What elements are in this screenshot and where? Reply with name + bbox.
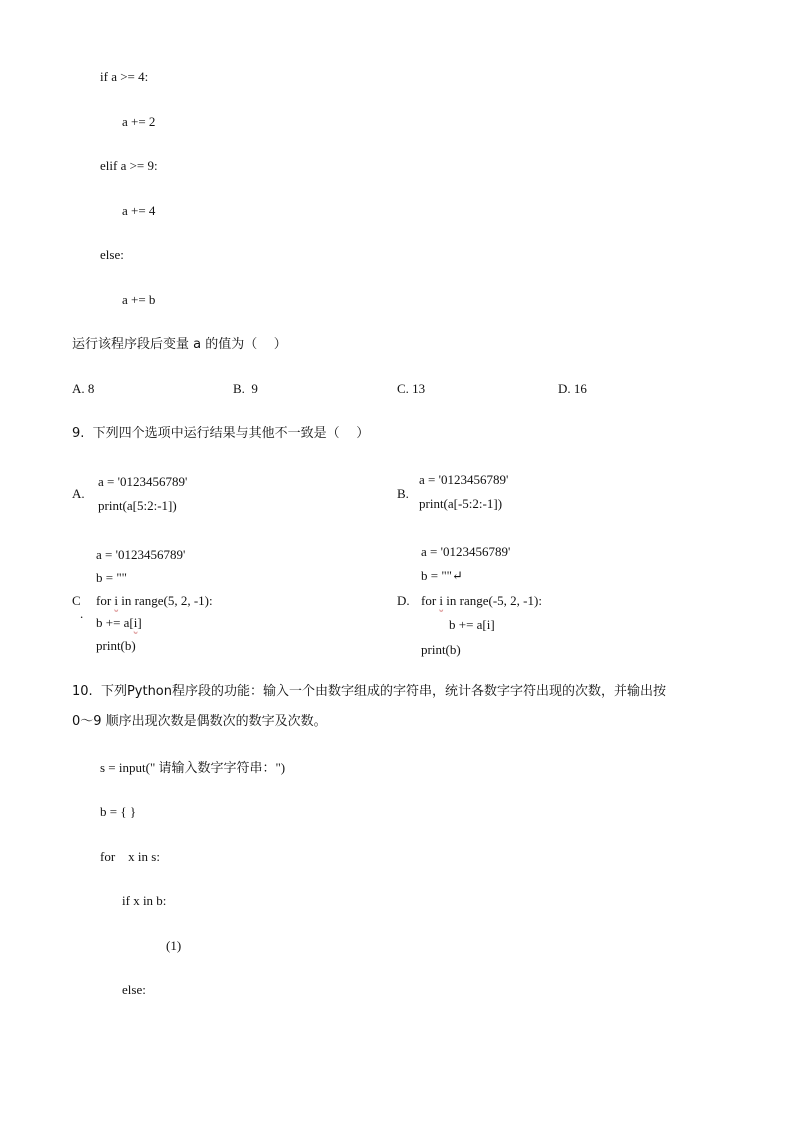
q10-code-line-2: b = { } [100, 804, 137, 819]
q9-option-d-line-4-a: b += a[ [449, 617, 487, 632]
q8-option-a: A. 8 [72, 381, 95, 396]
q9-option-c-line-3 [96, 593, 213, 609]
q9-option-c-line-3-a: for [96, 593, 115, 608]
q10-code-line-3: for x in s: [100, 849, 160, 864]
q8-code-line-6: a += b [122, 292, 156, 307]
q9-option-b-line-1: a = '0123456789' [419, 472, 509, 487]
q10-stem-line-1: 10. 下列Python程序段的功能：输入一个由数字组成的字符串，统计各数字字符出现的次数，并输出按 [72, 684, 667, 699]
q9-option-a-line-2: print(a[5:2:-1]) [98, 498, 177, 513]
q8-code-line-2: a += 2 [122, 114, 156, 129]
q8-code-line-5: else: [100, 247, 124, 262]
q9-option-d-line-5: print(b) [421, 642, 461, 657]
q8-question: 运行该程序段后变量 a 的值为（ ） [72, 337, 287, 352]
q10-code-line-4: if x in b: [122, 893, 167, 908]
q9-option-d-line-3-var: i [439, 593, 444, 608]
q10-code-line-1: s = input(" 请输入数字字符串：") [100, 760, 286, 775]
q9-option-c-dot: . [80, 606, 84, 621]
q8-code-line-4: a += 4 [122, 203, 156, 218]
q9-option-a-line-1: a = '0123456789' [98, 474, 188, 489]
q9-option-c-line-3-b: in range(5, 2, -1): [118, 593, 213, 608]
q10-code-line-6: else: [122, 982, 146, 997]
q10-stem-line-2: 0～9 顺序出现次数是偶数次的数字及次数。 [72, 714, 327, 729]
q9-option-b-label: B. [397, 486, 409, 501]
q8-option-b: B. 9 [233, 381, 258, 396]
q9-option-c-line-5: print(b) [96, 638, 136, 653]
q9-option-c-line-4-a: b += a[ [96, 615, 134, 630]
q9-option-d-label: D. [397, 593, 410, 608]
q9-option-c-line-4 [96, 615, 142, 631]
q9-option-c-line-4-var: i [133, 615, 138, 630]
q8-code-line-1: if a >= 4: [100, 69, 149, 84]
q9-option-c-line-2: b = "" [96, 570, 127, 585]
q9-option-d-line-4-var: i [486, 617, 491, 632]
q9-option-a-label: A. [72, 486, 85, 501]
q8-code-line-3: elif a >= 9: [100, 158, 158, 173]
q9-option-b-line-2: print(a[-5:2:-1]) [419, 496, 503, 511]
q9-option-c-line-4-b: ] [137, 615, 142, 630]
q10-blank-1: (1) [166, 938, 182, 953]
q9-stem: 9. 下列四个选项中运行结果与其他不一致是（ ） [72, 426, 370, 441]
q9-option-c-line-3-var: i [114, 593, 119, 608]
q9-option-d-line-4-b: ] [490, 617, 495, 632]
q9-option-d-line-3 [421, 593, 542, 609]
q9-option-c-label: C [72, 593, 81, 608]
q8-option-d: D. 16 [558, 381, 587, 396]
q9-option-d-line-1: a = '0123456789' [421, 544, 511, 559]
q9-option-d-line-3-a: for [421, 593, 440, 608]
q9-option-d-line-2: b = ""↵ [421, 568, 463, 583]
q8-option-c: C. 13 [397, 381, 426, 396]
q9-option-d-line-3-b: in range(-5, 2, -1): [443, 593, 542, 608]
q9-option-d-line-4 [449, 617, 495, 633]
q9-option-c-line-1: a = '0123456789' [96, 547, 186, 562]
